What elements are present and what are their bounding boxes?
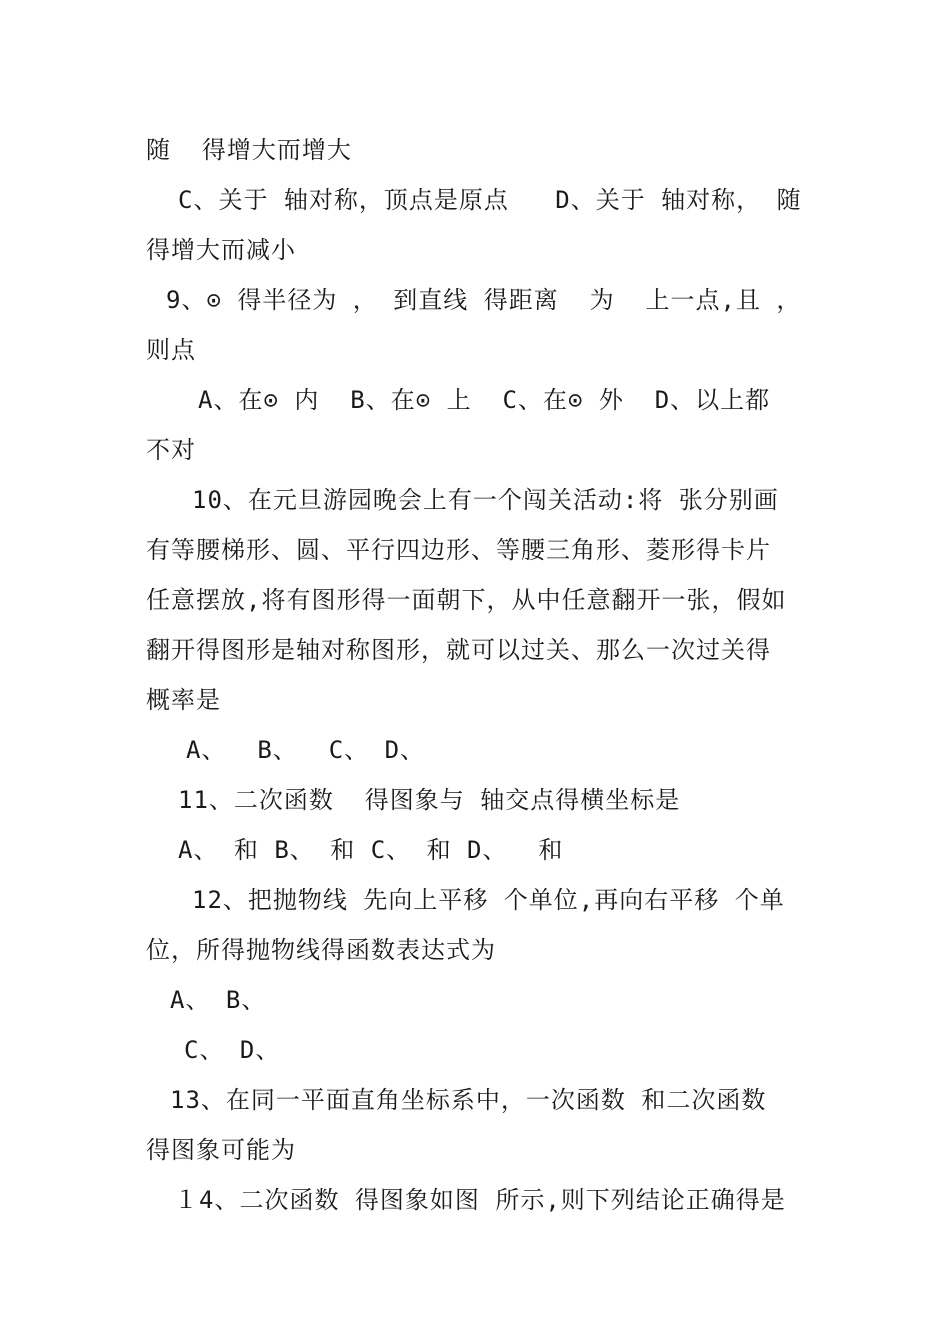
text-line-4: 9、⊙ 得半径为 ， 到直线 得距离 为 上一点,且 ， (166, 286, 802, 314)
text-line-6: A、在⊙ 内 B、在⊙ 上 C、在⊙ 外 D、以上都 (198, 386, 771, 414)
text-line-7: 不对 (146, 436, 196, 464)
text-line-18: A、 B、 (170, 986, 267, 1014)
text-line-22: １4、二次函数 得图象如图 所示,则下列结论正确得是 (174, 1186, 786, 1214)
text-line-3: 得增大而减小 (146, 236, 296, 264)
text-line-9: 有等腰梯形、圆、平行四边形、等腰三角形、菱形得卡片 (146, 536, 771, 564)
text-line-5: 则点 (146, 336, 196, 364)
text-line-14: 11、二次函数 得图象与 轴交点得横坐标是 (178, 786, 681, 814)
text-line-8: 10、在元旦游园晚会上有一个闯关活动:将 张分别画 (192, 486, 779, 514)
text-line-16: 12、把抛物线 先向上平移 个单位,再向右平移 个单 (192, 886, 785, 914)
text-line-2: C、关于 轴对称，顶点是原点 D、关于 轴对称， 随 (178, 186, 802, 214)
text-line-19: C、 D、 (184, 1036, 281, 1064)
text-line-11: 翻开得图形是轴对称图形，就可以过关、那么一次过关得 (146, 636, 771, 664)
text-line-15: A、 和 B、 和 C、 和 D、 和 (178, 836, 564, 864)
text-line-17: 位，所得抛物线得函数表达式为 (146, 936, 496, 964)
text-line-20: 13、在同一平面直角坐标系中，一次函数 和二次函数 (170, 1086, 767, 1114)
text-line-10: 任意摆放,将有图形得一面朝下，从中任意翻开一张，假如 (146, 586, 787, 614)
text-line-21: 得图象可能为 (146, 1136, 296, 1164)
text-line-12: 概率是 (146, 686, 221, 714)
text-line-13: A、 B、 C、 D、 (186, 736, 426, 764)
text-line-1: 随 得增大而增大 (146, 136, 352, 164)
